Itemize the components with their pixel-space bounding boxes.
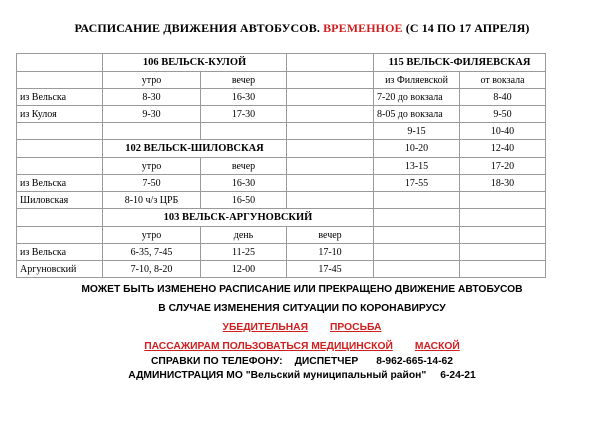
table-row xyxy=(17,244,546,261)
route-103-col-evening: вечер xyxy=(287,227,374,244)
route-115-col-station: от вокзала xyxy=(460,72,546,89)
route-102-title: 102 ВЕЛЬСК-ШИЛОВСКАЯ xyxy=(103,140,287,158)
mask-text-a: ПАССАЖИРАМ ПОЛЬЗОВАТЬСЯ МЕДИЦИНСКОЙ xyxy=(144,341,393,352)
request-text-b: ПРОСЬБА xyxy=(330,322,382,333)
time-cell: 10-20 xyxy=(374,140,460,158)
time-cell: 17-30 xyxy=(201,106,287,123)
route-103-title: 103 ВЕЛЬСК-АРГУНОВСКИЙ xyxy=(103,209,374,227)
notice-line-2: В СЛУЧАЕ ИЗМЕНЕНИЯ СИТУАЦИИ ПО КОРОНАВИРУСУ xyxy=(158,303,446,314)
time-cell: 9-30 xyxy=(103,106,201,123)
time-cell: 7-50 xyxy=(103,175,201,192)
route-103-col-morning: утро xyxy=(103,227,201,244)
time-cell: 17-55 xyxy=(374,175,460,192)
table-row xyxy=(17,54,546,72)
time-cell: 8-40 xyxy=(460,89,546,106)
stop-label: из Вельска xyxy=(17,244,103,261)
time-cell: 7-20 до вокзала xyxy=(374,89,460,106)
time-cell: 17-45 xyxy=(287,261,374,278)
table-row xyxy=(17,89,546,106)
time-cell: 18-30 xyxy=(460,175,546,192)
request-line xyxy=(0,322,604,333)
time-cell: 16-30 xyxy=(201,175,287,192)
route-115-col-from: из Филяевской xyxy=(374,72,460,89)
time-cell: 13-15 xyxy=(374,158,460,175)
stop-label: из Кулоя xyxy=(17,106,103,123)
mask-text-b: МАСКОЙ xyxy=(414,341,460,352)
time-cell: 12-00 xyxy=(201,261,287,278)
time-cell: 16-50 xyxy=(201,192,287,209)
phone-label: СПРАВКИ ПО ТЕЛЕФОНУ: xyxy=(151,356,283,367)
table-row xyxy=(17,209,546,227)
time-cell: 9-15 xyxy=(374,123,460,140)
time-cell: 8-30 xyxy=(103,89,201,106)
route-106-title: 106 ВЕЛЬСК-КУЛОЙ xyxy=(103,54,287,72)
notice-line-1: МОЖЕТ БЫТЬ ИЗМЕНЕНО РАСПИСАНИЕ ИЛИ ПРЕКРАЩЕНО ДВИЖЕНИЕ АВТОБУСОВ xyxy=(81,284,523,295)
page-title xyxy=(0,21,604,36)
time-cell: 9-50 xyxy=(460,106,546,123)
admin-line xyxy=(0,370,604,381)
table-row xyxy=(17,106,546,123)
time-cell: 11-25 xyxy=(201,244,287,261)
table-row xyxy=(17,158,546,175)
time-cell: 16-30 xyxy=(201,89,287,106)
phone-number: 8-962-665-14-62 xyxy=(376,356,453,367)
time-cell: 8-10 ч/з ЦРБ xyxy=(103,192,201,209)
phone-role: ДИСПЕТЧЕР xyxy=(294,356,359,367)
stop-label: из Вельска xyxy=(17,89,103,106)
title-dates: (С 14 ПО 17 АПРЕЛЯ) xyxy=(405,21,530,35)
time-cell: 6-35, 7-45 xyxy=(103,244,201,261)
table-row xyxy=(17,123,546,140)
table-row xyxy=(17,140,546,158)
table-row xyxy=(17,261,546,278)
time-cell: 8-05 до вокзала xyxy=(374,106,460,123)
mask-line xyxy=(0,341,604,352)
route-115-title: 115 ВЕЛЬСК-ФИЛЯЕВСКАЯ xyxy=(374,54,546,72)
table-row xyxy=(17,72,546,89)
time-cell: 17-10 xyxy=(287,244,374,261)
admin-number: 6-24-21 xyxy=(440,370,476,381)
request-text-a: УБЕДИТЕЛЬНАЯ xyxy=(222,322,309,333)
admin-label: АДМИНИСТРАЦИЯ МО "Вельский муниципальный район" xyxy=(128,370,427,381)
route-102-col-evening: вечер xyxy=(201,158,287,175)
title-main: РАСПИСАНИЕ ДВИЖЕНИЯ АВТОБУСОВ. xyxy=(74,21,320,35)
stop-label: Шиловская xyxy=(17,192,103,209)
schedule-table xyxy=(16,53,546,278)
table-row xyxy=(17,175,546,192)
route-103-col-day: день xyxy=(201,227,287,244)
stop-label: из Вельска xyxy=(17,175,103,192)
stop-label: Аргуновский xyxy=(17,261,103,278)
phone-line xyxy=(0,356,604,367)
table-row xyxy=(17,192,546,209)
time-cell: 7-10, 8-20 xyxy=(103,261,201,278)
route-106-col-morning: утро xyxy=(103,72,201,89)
route-102-col-morning: утро xyxy=(103,158,201,175)
title-highlight: ВРЕМЕННОЕ xyxy=(323,21,403,35)
time-cell: 10-40 xyxy=(460,123,546,140)
time-cell: 17-20 xyxy=(460,158,546,175)
route-106-col-evening: вечер xyxy=(201,72,287,89)
table-row xyxy=(17,227,546,244)
time-cell: 12-40 xyxy=(460,140,546,158)
